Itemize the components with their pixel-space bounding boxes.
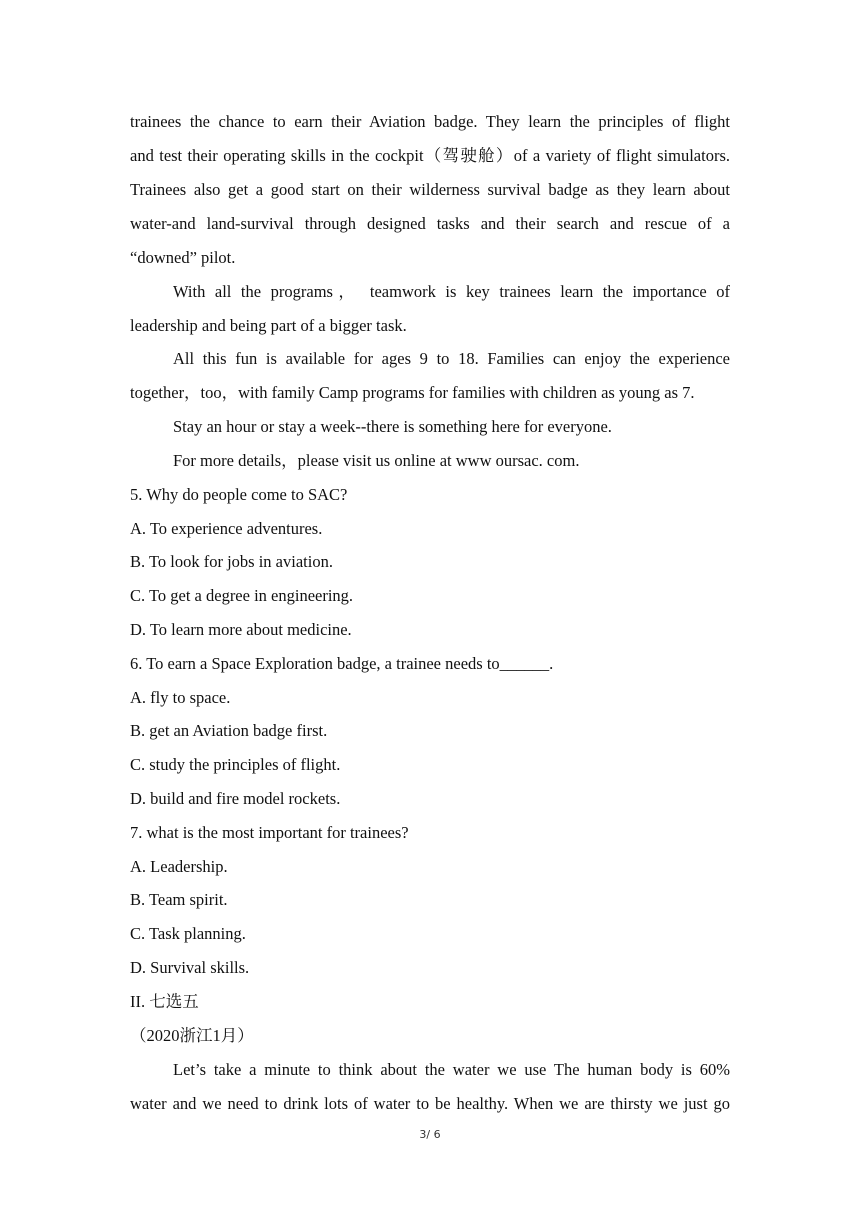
- question-stem: 6. To earn a Space Exploration badge, a trainee needs to______.: [130, 654, 554, 673]
- answer-option: B. To look for jobs in aviation.: [130, 552, 333, 571]
- answer-option: C. study the principles of flight.: [130, 755, 341, 774]
- question-stem: 7. what is the most important for trainees?: [130, 823, 409, 842]
- passage-line: Stay an hour or stay a week--there is something here for everyone.: [173, 417, 612, 436]
- answer-option: A. Leadership.: [130, 857, 228, 876]
- passage-line: For more details，please visit us online at www oursac. com.: [173, 451, 580, 470]
- passage-line: and test their operating skills in the cockpit（驾驶舱）of a variety of flight simulators.: [130, 146, 730, 165]
- passage-line: trainees the chance to earn their Aviation badge. They learn the principles of flight: [130, 112, 730, 131]
- passage-line: With all the programs， teamwork is key trainees learn the importance of: [173, 282, 730, 301]
- passage-line: water-and land-survival through designed tasks and their search and rescue of a: [130, 214, 730, 233]
- answer-option: D. To learn more about medicine.: [130, 620, 352, 639]
- answer-option: B. Team spirit.: [130, 890, 228, 909]
- passage-line: leadership and being part of a bigger task.: [130, 316, 407, 335]
- passage-line: water and we need to drink lots of water to be healthy. When we are thirsty we just go: [130, 1094, 730, 1113]
- passage-line: together，too，with family Camp programs for families with children as young as 7.: [130, 383, 695, 402]
- answer-option: A. fly to space.: [130, 688, 231, 707]
- answer-option: D. build and fire model rockets.: [130, 789, 341, 808]
- section-heading: II. 七选五: [130, 992, 199, 1011]
- passage-line: All this fun is available for ages 9 to 18. Families can enjoy the experience: [173, 349, 730, 368]
- section-source: （2020浙江1月）: [130, 1026, 254, 1045]
- answer-option: C. Task planning.: [130, 924, 246, 943]
- answer-option: A. To experience adventures.: [130, 519, 323, 538]
- question-stem: 5. Why do people come to SAC?: [130, 485, 348, 504]
- passage-line: Trainees also get a good start on their wilderness survival badge as they learn about: [130, 180, 730, 199]
- answer-option: D. Survival skills.: [130, 958, 250, 977]
- page-number: 3/ 6: [419, 1128, 441, 1141]
- passage-line: Let’s take a minute to think about the water we use The human body is 60%: [173, 1060, 730, 1079]
- passage-line: “downed” pilot.: [130, 248, 236, 267]
- answer-option: C. To get a degree in engineering.: [130, 586, 354, 605]
- answer-option: B. get an Aviation badge first.: [130, 721, 328, 740]
